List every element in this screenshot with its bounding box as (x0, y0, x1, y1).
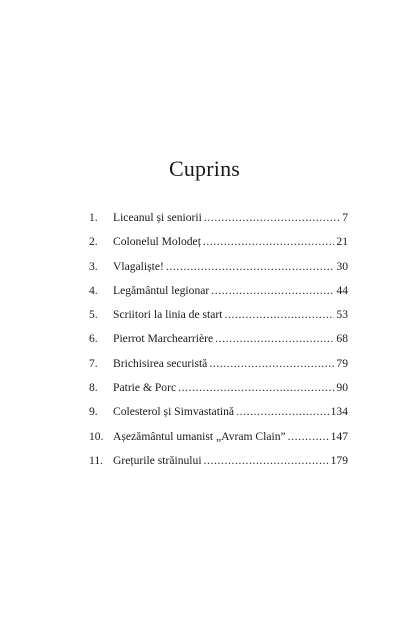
toc-entry-number: 10. (89, 429, 104, 443)
toc-entry (89, 376, 348, 400)
toc-entry (89, 327, 348, 351)
toc-dot-leader (215, 327, 334, 351)
toc-entry (89, 425, 348, 449)
toc-dot-leader (203, 230, 334, 254)
table-of-contents (89, 206, 348, 473)
toc-entry-number: 9. (89, 405, 98, 419)
toc-entry-title: Colesterol și Simvastatină (113, 405, 235, 419)
toc-entry-number: 3. (89, 259, 98, 273)
toc-entry-page-number: 179 (330, 453, 348, 467)
toc-entry (89, 230, 348, 254)
toc-entry (89, 279, 348, 303)
toc-dot-leader (288, 425, 329, 449)
toc-entry (89, 303, 348, 327)
toc-entry-page-number: 44 (336, 283, 348, 297)
toc-entry-number: 6. (89, 332, 98, 346)
toc-dot-leader (204, 449, 329, 473)
toc-entry-number: 5. (89, 308, 98, 322)
toc-dot-leader (204, 206, 340, 230)
toc-entry-title: Liceanul și seniorii (113, 211, 202, 224)
toc-entry (89, 352, 348, 376)
toc-entry-title: Vlagaliște! (113, 259, 164, 273)
toc-entry-number: 4. (89, 283, 98, 297)
toc-entry-title: Pierrot Marchearrière (113, 332, 214, 346)
toc-dot-leader (166, 255, 335, 279)
toc-entry-title: Așezământul umanist „Avram Clain” (113, 429, 286, 443)
toc-dot-leader (209, 352, 334, 376)
toc-entry-title: Patrie & Porc (113, 381, 177, 395)
toc-entry-page-number: 7 (342, 211, 348, 224)
toc-entry-page-number: 21 (336, 235, 348, 249)
page-title: Cuprins (168, 156, 241, 181)
toc-entry-number: 11. (89, 453, 104, 467)
toc-dot-leader (211, 279, 334, 303)
toc-entry-title: Scriitori la linia de start (113, 308, 223, 322)
toc-entry-page-number: 68 (336, 332, 348, 346)
toc-entry-number: 7. (89, 356, 98, 370)
toc-entry-page-number: 79 (336, 356, 348, 370)
toc-entry (89, 255, 348, 279)
toc-entry (89, 206, 348, 230)
toc-entry-page-number: 30 (336, 259, 348, 273)
toc-entry-page-number: 147 (330, 429, 348, 443)
toc-entry-title: Grețurile străinului (113, 453, 202, 467)
toc-entry-title: Legământul legionar (113, 283, 210, 297)
toc-entry-page-number: 90 (336, 381, 348, 395)
toc-dot-leader (236, 400, 329, 424)
toc-dot-leader (178, 376, 334, 400)
toc-entry-number: 8. (89, 381, 98, 395)
toc-entry-page-number: 53 (336, 308, 348, 322)
toc-dot-leader (224, 303, 334, 327)
toc-entry-page-number: 134 (330, 405, 348, 419)
toc-entry-number: 2. (89, 235, 98, 249)
toc-entry (89, 449, 348, 473)
toc-entry-title: Brichisirea securistă (113, 356, 208, 370)
toc-entry (89, 400, 348, 424)
toc-entry-number: 1. (89, 211, 98, 224)
toc-entry-title: Colonelul Molodeț (113, 235, 201, 249)
